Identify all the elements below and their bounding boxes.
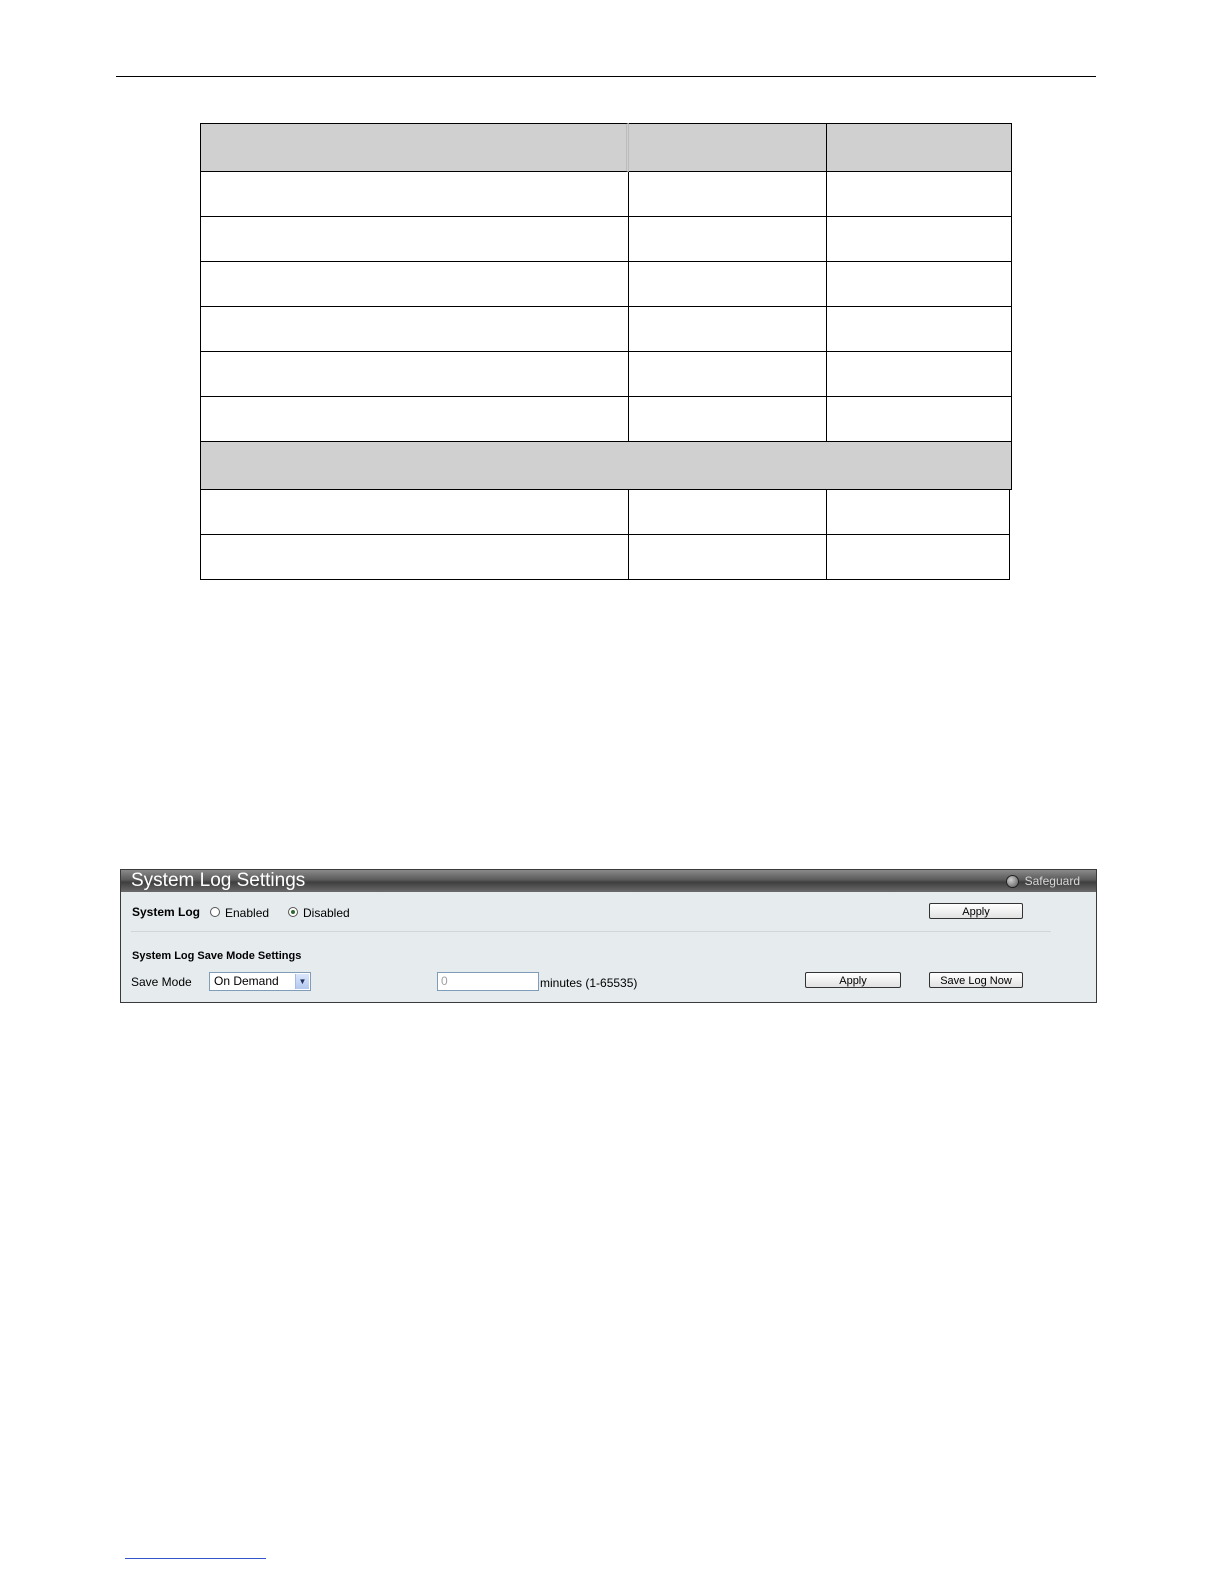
enabled-radio-label[interactable]: Enabled (225, 906, 270, 920)
table-cell (629, 397, 827, 442)
panel-title-bar (121, 870, 1096, 892)
interval-hint: minutes (1-65535) (540, 976, 638, 990)
save-mode-selected-value: On Demand (214, 974, 279, 988)
table-cell (200, 217, 629, 262)
save-interval-input[interactable]: 0 (437, 972, 539, 991)
system-log-label: System Log (132, 905, 201, 919)
table-cell (827, 262, 1012, 307)
page-header-rule (116, 76, 1096, 77)
table-cell (827, 307, 1012, 352)
table-row (200, 172, 1012, 217)
table-cell (629, 262, 827, 307)
table-header-cell (827, 123, 1012, 172)
safeguard-indicator (1006, 874, 1080, 888)
disabled-radio[interactable] (288, 907, 298, 917)
table-cell (827, 535, 1010, 580)
system-log-apply-button[interactable]: Apply (929, 903, 1023, 919)
table-row (200, 217, 1012, 262)
safeguard-label: Safeguard (1024, 874, 1080, 888)
table-row (200, 352, 1012, 397)
table-row (200, 490, 1012, 535)
table-row (200, 262, 1012, 307)
table-row (200, 307, 1012, 352)
system-log-settings-panel (120, 869, 1097, 1003)
enabled-radio[interactable] (210, 907, 220, 917)
save-mode-select[interactable] (209, 972, 311, 991)
save-mode-label: Save Mode (131, 975, 192, 989)
table-cell (200, 397, 629, 442)
save-mode-section-title: System Log Save Mode Settings (132, 950, 302, 962)
table-cell (629, 172, 827, 217)
disabled-radio-label[interactable]: Disabled (303, 906, 350, 920)
table-row (200, 535, 1012, 580)
section-divider (131, 931, 1051, 932)
table-cell (629, 535, 827, 580)
save-log-now-button[interactable]: Save Log Now (929, 972, 1023, 988)
footer-link-rule (125, 1558, 266, 1559)
table-row (200, 397, 1012, 442)
table-cell (200, 172, 629, 217)
table-section-cell (200, 442, 1012, 490)
table-cell (200, 535, 629, 580)
table-header-row (200, 123, 1012, 172)
save-mode-apply-button[interactable]: Apply (805, 972, 901, 988)
table-cell (827, 352, 1012, 397)
table-cell (200, 307, 629, 352)
table-header-cell (629, 123, 827, 172)
table-cell (629, 352, 827, 397)
table-header-cell (200, 123, 629, 172)
table-cell (200, 490, 629, 535)
table-cell (827, 217, 1012, 262)
safeguard-status-icon (1006, 875, 1019, 888)
chevron-down-icon[interactable]: ▼ (295, 974, 309, 989)
table-cell (200, 352, 629, 397)
table-cell (629, 217, 827, 262)
table-cell (827, 397, 1012, 442)
table-section-row (200, 442, 1012, 490)
panel-title: System Log Settings (131, 870, 306, 891)
table-cell (827, 172, 1012, 217)
table-cell (629, 490, 827, 535)
table-cell (827, 490, 1010, 535)
table-cell (629, 307, 827, 352)
parameter-table (200, 123, 1012, 580)
table-cell (200, 262, 629, 307)
